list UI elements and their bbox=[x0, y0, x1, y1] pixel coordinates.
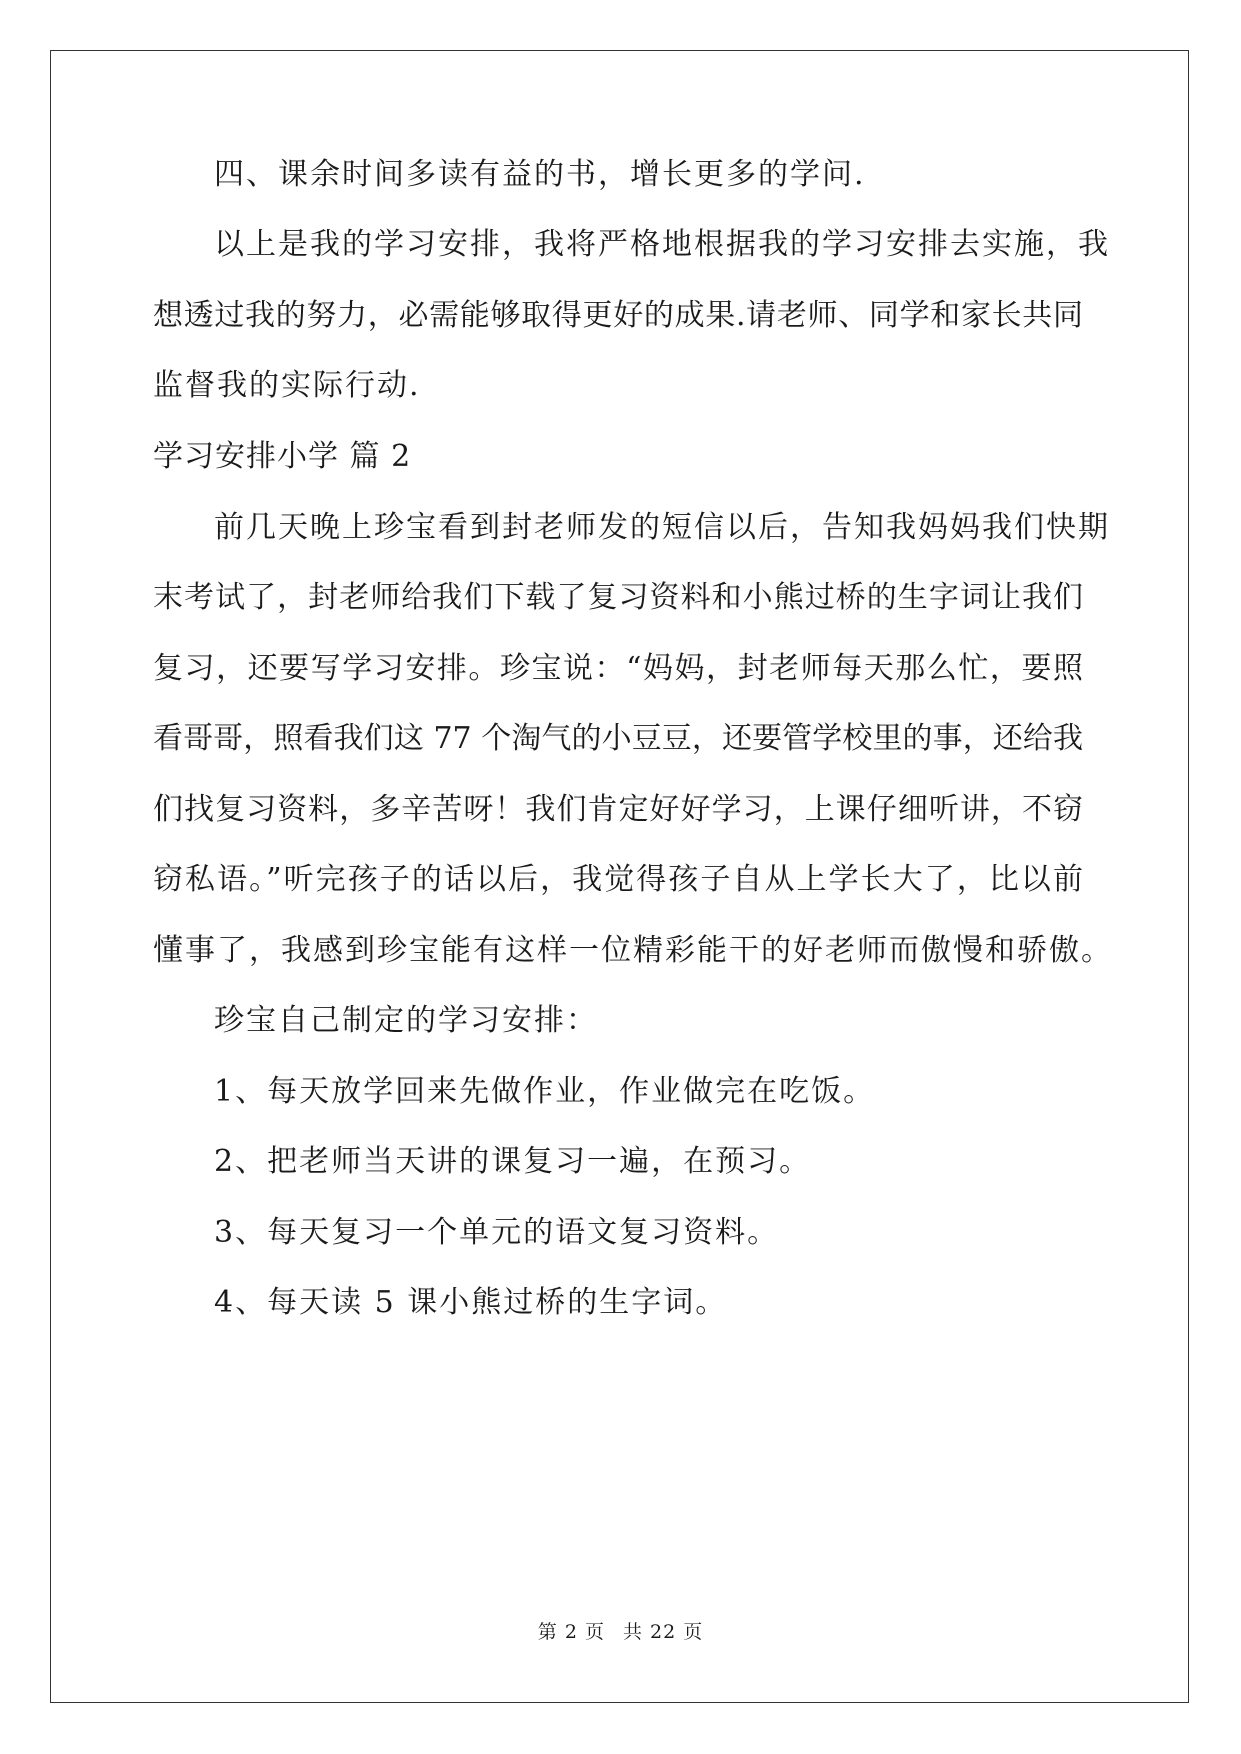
page-footer bbox=[0, 1620, 1241, 1644]
list-item: 2、把老师当天讲的课复习一遍，在预习。 bbox=[214, 1144, 812, 1179]
paragraph-line: 复习，还要写学习安排。珍宝说：“妈妈，封老师每天那么忙，要照 bbox=[153, 651, 1083, 686]
page-total: 共 22 页 bbox=[622, 1621, 704, 1643]
paragraph-line: 们找复习资料，多辛苦呀！我们肯定好好学习，上课仔细听讲，不窃 bbox=[153, 792, 1083, 827]
list-item: 3、每天复习一个单元的语文复习资料。 bbox=[214, 1215, 780, 1250]
paragraph-line: 四、课余时间多读有益的书，增长更多的学问. bbox=[214, 157, 866, 192]
paragraph-line: 想透过我的努力，必需能够取得更好的成果.请老师、同学和家长共同 bbox=[153, 298, 1083, 333]
paragraph-line: 前几天晚上珍宝看到封老师发的短信以后，告知我妈妈我们快期 bbox=[214, 510, 1110, 545]
paragraph-line: 末考试了，封老师给我们下载了复习资料和小熊过桥的生字词让我们 bbox=[153, 580, 1083, 615]
paragraph-line: 看哥哥，照看我们这 77 个淘气的小豆豆，还要管学校里的事，还给我 bbox=[153, 721, 1083, 756]
paragraph-line: 以上是我的学习安排，我将严格地根据我的学习安排去实施，我 bbox=[214, 227, 1110, 262]
paragraph-line: 懂事了，我感到珍宝能有这样一位精彩能干的好老师而傲慢和骄傲。 bbox=[153, 933, 1113, 968]
section-heading: 学习安排小学 篇 2 bbox=[153, 439, 412, 474]
paragraph-line: 监督我的实际行动. bbox=[153, 368, 421, 403]
paragraph-line: 珍宝自己制定的学习安排： bbox=[214, 1003, 598, 1038]
list-item: 1、每天放学回来先做作业，作业做完在吃饭。 bbox=[214, 1074, 876, 1109]
list-item: 4、每天读 5 课小熊过桥的生字词。 bbox=[214, 1285, 728, 1320]
paragraph-line: 窃私语。”听完孩子的话以后，我觉得孩子自从上学长大了，比以前 bbox=[153, 862, 1083, 897]
page-number: 第 2 页 bbox=[537, 1621, 605, 1643]
